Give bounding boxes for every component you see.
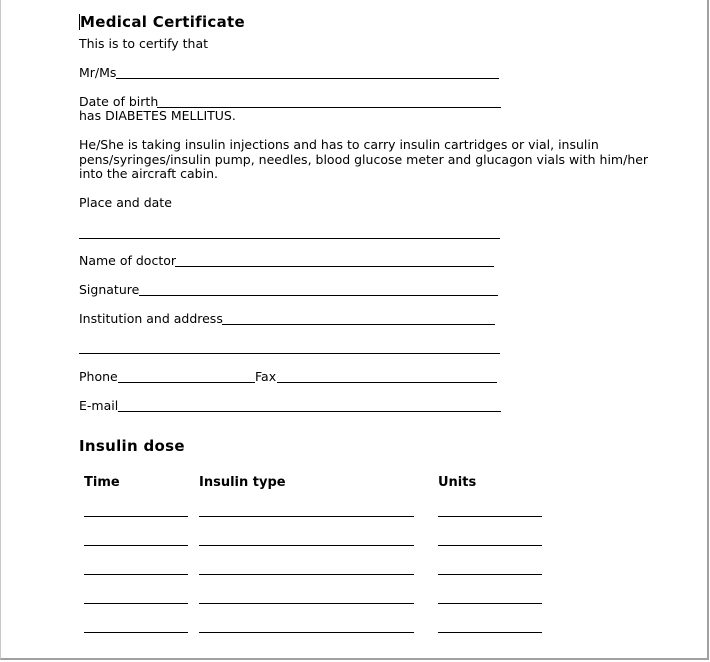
email-field[interactable]: [118, 411, 501, 412]
phone-field[interactable]: [118, 382, 255, 383]
time-cell[interactable]: [84, 516, 188, 517]
address-field[interactable]: [79, 353, 500, 354]
units-cell[interactable]: [438, 574, 542, 575]
name-field[interactable]: [116, 78, 499, 79]
insulin-type-cell[interactable]: [199, 603, 414, 604]
fax-field[interactable]: [277, 382, 497, 383]
insulin-dose-heading: Insulin dose: [79, 437, 185, 455]
doctor-label: Name of doctor: [79, 253, 177, 268]
institution-label: Institution and address: [79, 311, 223, 326]
phone-label: Phone: [79, 369, 118, 384]
column-header-units: Units: [438, 475, 477, 490]
name-label: Mr/Ms: [79, 65, 117, 80]
doctor-field[interactable]: [175, 266, 494, 267]
insulin-type-cell[interactable]: [199, 516, 414, 517]
time-cell[interactable]: [84, 603, 188, 604]
email-label: E-mail: [79, 398, 119, 413]
units-cell[interactable]: [438, 603, 542, 604]
time-cell[interactable]: [84, 574, 188, 575]
insulin-type-cell[interactable]: [199, 632, 414, 633]
document-title: Medical Certificate: [80, 13, 245, 31]
fax-label: Fax: [255, 369, 277, 384]
column-header-time: Time: [84, 475, 120, 490]
place-date-field[interactable]: [79, 238, 500, 239]
dob-label: Date of birth: [79, 94, 159, 109]
signature-field[interactable]: [139, 295, 498, 296]
units-cell[interactable]: [438, 632, 542, 633]
column-header-insulin-type: Insulin type: [199, 475, 286, 490]
units-cell[interactable]: [438, 545, 542, 546]
insulin-type-cell[interactable]: [199, 574, 414, 575]
time-cell[interactable]: [84, 545, 188, 546]
units-cell[interactable]: [438, 516, 542, 517]
place-date-label: Place and date: [79, 195, 172, 210]
insulin-type-cell[interactable]: [199, 545, 414, 546]
statement-paragraph: He/She is taking insulin injections and has to carry insulin cartridges or vial, insulin pens/syringes/insulin pump, needles, blood glucose meter and glucagon vials with him/her into the aircraft cabin.: [79, 137, 649, 181]
time-cell[interactable]: [84, 632, 188, 633]
institution-field[interactable]: [222, 324, 495, 325]
condition-text: has DIABETES MELLITUS.: [79, 108, 236, 123]
signature-label: Signature: [79, 282, 140, 297]
intro-text: This is to certify that: [79, 36, 209, 51]
